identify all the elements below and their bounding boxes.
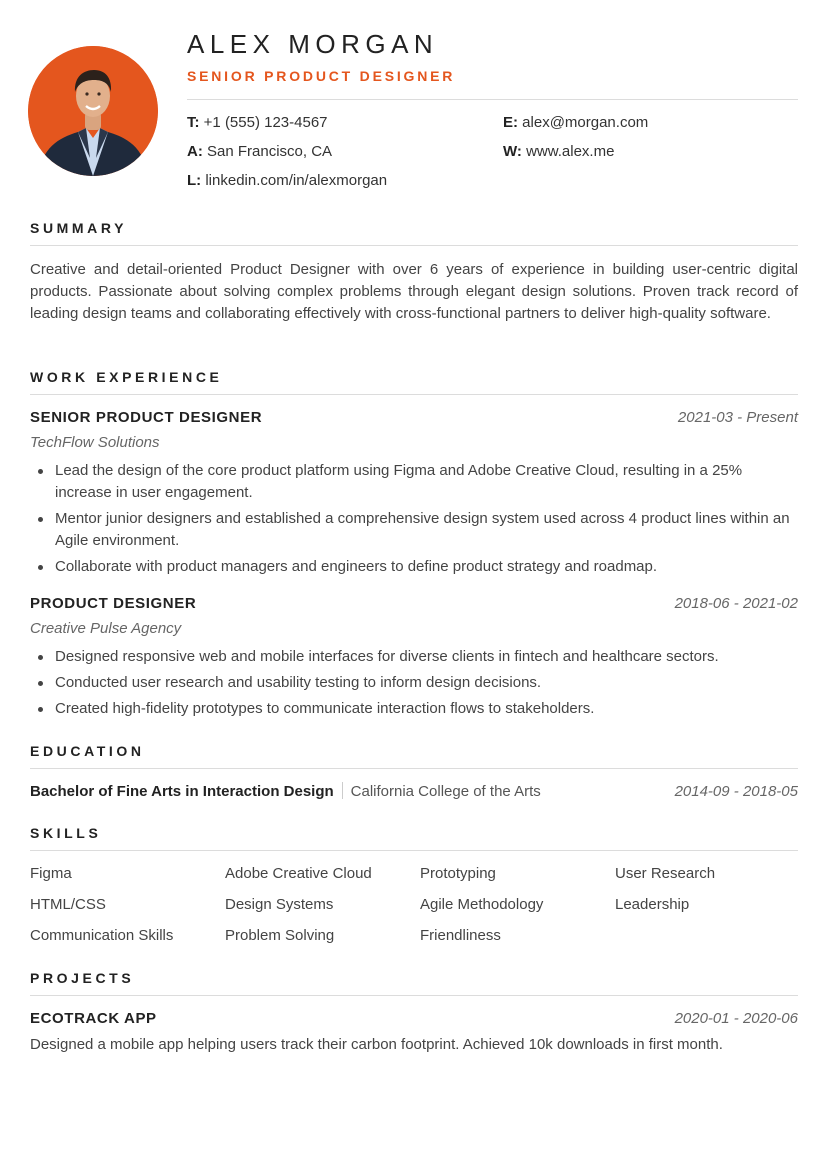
project-1-dates: 2020-01 - 2020-06 [674, 1010, 798, 1027]
list-item: Mentor junior designers and established a comprehensive design system used across 4 product lines within an Agile environment. [30, 508, 798, 552]
contact-phone [187, 113, 328, 133]
contact-email [503, 113, 648, 133]
summary-divider [30, 245, 798, 246]
skill-item: Leadership [615, 896, 690, 913]
skill-item: Figma [30, 865, 72, 882]
experience-heading: WORK EXPERIENCE [30, 369, 223, 385]
job-2-bullets [30, 646, 798, 720]
education-degree: Bachelor of Fine Arts in Interaction Design [30, 783, 334, 800]
web-label: W: [503, 143, 522, 160]
skill-item: Prototyping [420, 865, 496, 882]
skill-item: Agile Methodology [420, 896, 544, 913]
job-1-company: TechFlow Solutions [30, 434, 160, 451]
list-item: Conducted user research and usability testing to inform design decisions. [30, 672, 798, 694]
candidate-name: ALEX MORGAN [187, 29, 439, 59]
contact-linkedin [187, 171, 387, 191]
address-value: San Francisco, CA [207, 143, 333, 160]
linkedin-label: L: [187, 172, 202, 189]
contact-address [187, 142, 332, 162]
experience-divider [30, 394, 798, 395]
list-item: Lead the design of the core product platform using Figma and Adobe Creative Cloud, resulting in a 25% increase in user engagement. [30, 460, 798, 504]
profile-photo [28, 46, 158, 176]
education-divider [30, 768, 798, 769]
linkedin-value[interactable]: linkedin.com/in/alexmorgan [205, 172, 388, 189]
skills-grid [30, 864, 810, 946]
job-title-header: SENIOR PRODUCT DESIGNER [187, 68, 456, 84]
education-separator [342, 782, 343, 799]
summary-text: Creative and detail-oriented Product Designer with over 6 years of experience in building user-centric digital products. Passionate about solving complex problems through elegant design solutions. Proven track record of leading design teams and collaborating effectively with cross-functional partners to deliver high-quality software. [30, 261, 798, 322]
education-dates: 2014-09 - 2018-05 [674, 783, 798, 800]
skill-item: Design Systems [225, 896, 334, 913]
skill-item: HTML/CSS [30, 896, 106, 913]
job-1-title: SENIOR PRODUCT DESIGNER [30, 409, 263, 426]
job-1-dates: 2021-03 - Present [677, 409, 798, 426]
email-value[interactable]: alex@morgan.com [522, 114, 649, 131]
web-value[interactable]: www.alex.me [526, 143, 615, 160]
education-heading: EDUCATION [30, 743, 145, 759]
job-2-title: PRODUCT DESIGNER [30, 595, 197, 612]
skill-item: Friendliness [420, 927, 501, 944]
skill-item: Communication Skills [30, 927, 174, 944]
header-divider [187, 99, 798, 100]
project-1-title: ECOTRACK APP [30, 1010, 157, 1027]
skills-divider [30, 850, 798, 851]
address-label: A: [187, 143, 203, 160]
skill-item: User Research [615, 865, 716, 882]
education-entry [30, 782, 541, 802]
phone-label: T: [187, 114, 200, 131]
summary-heading: SUMMARY [30, 220, 128, 236]
email-label: E: [503, 114, 518, 131]
skill-item: Adobe Creative Cloud [225, 865, 372, 882]
list-item: Collaborate with product managers and engineers to define product strategy and roadmap. [30, 556, 798, 578]
job-2-dates: 2018-06 - 2021-02 [674, 595, 798, 612]
job-1-bullets [30, 460, 798, 578]
list-item: Created high-fidelity prototypes to communicate interaction flows to stakeholders. [30, 698, 798, 720]
list-item: Designed responsive web and mobile interfaces for diverse clients in fintech and healthcare sectors. [30, 646, 798, 668]
project-1-description: Designed a mobile app helping users track their carbon footprint. Achieved 10k downloads in first month. [30, 1036, 723, 1053]
skill-item: Problem Solving [225, 927, 335, 944]
phone-value: +1 (555) 123-4567 [203, 114, 328, 131]
skills-heading: SKILLS [30, 825, 102, 841]
contact-web [503, 142, 614, 162]
projects-divider [30, 995, 798, 996]
projects-heading: PROJECTS [30, 970, 135, 986]
job-2-company: Creative Pulse Agency [30, 620, 182, 637]
education-school: California College of the Arts [350, 783, 541, 800]
